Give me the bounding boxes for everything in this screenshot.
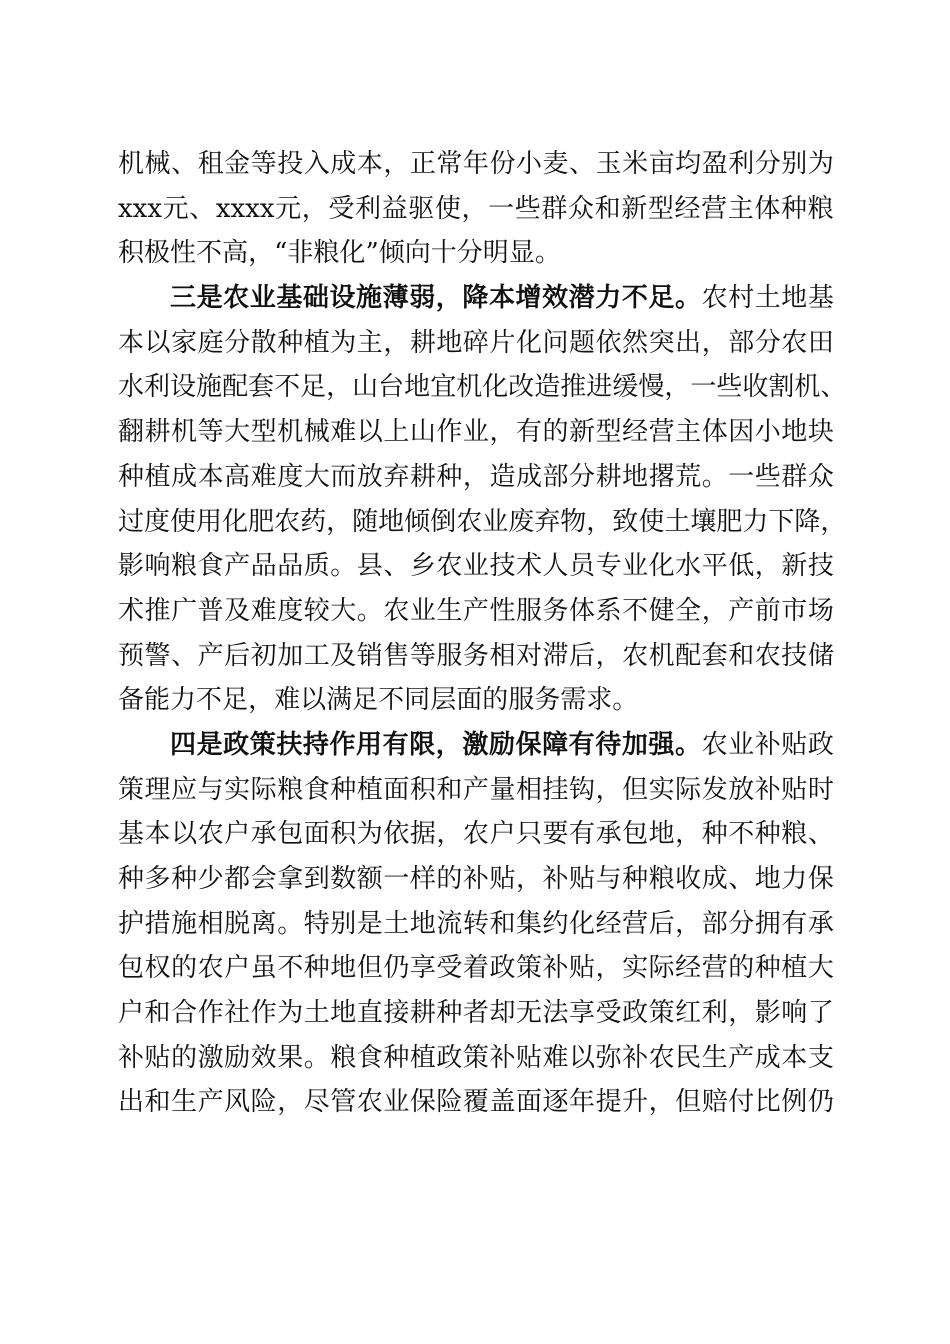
paragraph-2-line-4: 翻 耕 机 等 大 型 机 械 难 以 上 山 作 业 ， 有 的 新 型 经 营 主 体 因 小 地 块	[118, 417, 834, 448]
paragraph-2-line-7: 影 响 粮 食 产 品 品 质 。 县 、 乡 农 业 技 术 人 员 专 业 化 水 平 低 ， 新 技	[118, 551, 834, 582]
paragraph-3-line-7: 户 和 合 作 社 作 为 土 地 直 接 耕 种 者 却 无 法 享 受 政 策 红 利 ， 影 响 了	[118, 998, 834, 1029]
paragraph-2-line-9: 预 警 、 产 后 初 加 工 及 销 售 等 服 务 相 对 滞 后 ， 农 机 配 套 和 农 技 储	[118, 640, 834, 671]
paragraph-1-line-2: xxx 元 、 xxxx 元 ， 受 利 益 驱 使 ， 一 些 群 众 和 新 型 经 营 主 体 种 粮	[118, 193, 834, 224]
paragraph-2-line-5: 种 植 成 本 高 难 度 大 而 放 弃 耕 种 ， 造 成 部 分 耕 地 撂 荒 。 一 些 群 众	[118, 461, 834, 492]
paragraph-2-line-3: 水 利 设 施 配 套 不 足 ， 山 台 地 宜 机 化 改 造 推 进 缓 慢 ， 一 些 收 割 机 、	[118, 372, 847, 403]
document-body	[118, 142, 847, 1125]
paragraph-3-line-6: 包 权 的 农 户 虽 不 种 地 但 仍 享 受 着 政 策 补 贴 ， 实 际 经 营 的 种 植 大	[118, 953, 834, 984]
paragraph-2-line-1: 三 是 农 业 基 础 设 施 薄 弱 ， 降 本 增 效 潜 力 不 足 。 农 村 土 地 基	[170, 283, 834, 314]
paragraph-3-line-9: 出 和 生 产 风 险 ， 尽 管 农 业 保 险 覆 盖 面 逐 年 提 升 ， 但 赔 付 比 例 仍	[118, 1087, 834, 1118]
paragraph-2-line-8: 术 推 广 普 及 难 度 较 大 。 农 业 生 产 性 服 务 体 系 不 健 全 ， 产 前 市 场	[118, 595, 834, 626]
paragraph-3-line-2: 策 理 应 与 实 际 粮 食 种 植 面 积 和 产 量 相 挂 钩 ， 但 实 际 发 放 补 贴 时	[118, 774, 834, 805]
paragraph-1-line-1: 机 械 、 租 金 等 投 入 成 本 ， 正 常 年 份 小 麦 、 玉 米 亩 均 盈 利 分 别 为	[118, 149, 834, 179]
paragraph-3-line-3: 基 本 以 农 户 承 包 面 积 为 依 据 ， 农 户 只 要 有 承 包 地 ， 种 不 种 粮 、	[118, 819, 834, 850]
paragraph-3-line-1: 四 是 政 策 扶 持 作 用 有 限 ， 激 励 保 障 有 待 加 强 。 农 业 补 贴 政	[170, 729, 834, 760]
paragraph-2-line-10: 备 能 力 不 足 ， 难 以 满 足 不 同 层 面 的 服 务 需 求 。	[118, 685, 639, 716]
paragraph-2-line-2: 本 以 家 庭 分 散 种 植 为 主 ， 耕 地 碎 片 化 问 题 依 然 突 出 ， 部 分 农 田	[118, 327, 834, 358]
paragraph-3-line-8: 补 贴 的 激 励 效 果 。 粮 食 种 植 政 策 补 贴 难 以 弥 补 农 民 生 产 成 本 支	[118, 1042, 834, 1073]
paragraph-2-line-6: 过 度 使 用 化 肥 农 药 ， 随 地 倾 倒 农 业 废 弃 物 ， 致 使 土 壤 肥 力 下 降 ，	[118, 506, 847, 537]
paragraph-3-line-5: 护 措 施 相 脱 离 。 特 别 是 土 地 流 转 和 集 约 化 经 营 后 ， 部 分 拥 有 承	[118, 908, 834, 939]
paragraph-3-line-4: 种 多 种 少 都 会 拿 到 数 额 一 样 的 补 贴 ， 补 贴 与 种 粮 收 成 、 地 力 保	[118, 864, 834, 894]
paragraph-1-line-3: 积 极 性 不 高 ， “ 非 粮 化 ” 倾 向 十 分 明 显 。	[118, 238, 561, 269]
